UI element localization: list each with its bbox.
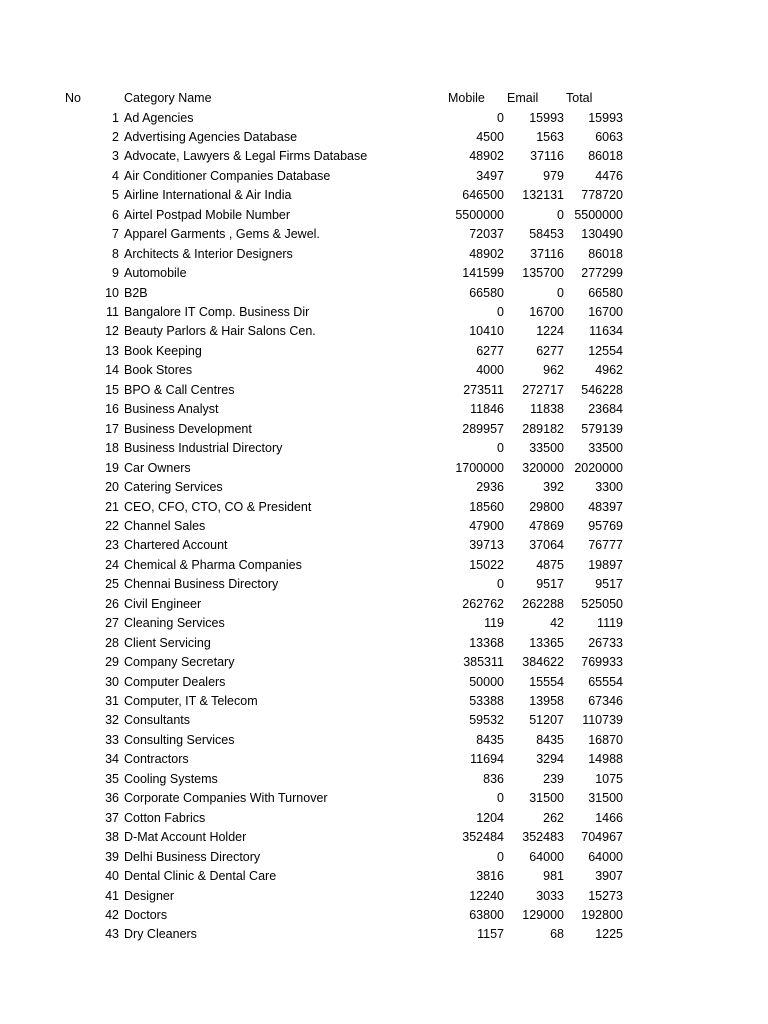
email-count: 33500 (529, 441, 564, 456)
mobile-count: 1157 (477, 927, 504, 942)
table-row (0, 634, 768, 654)
mobile-count: 0 (497, 791, 504, 806)
email-count: 0 (557, 285, 564, 300)
total-count: 525050 (581, 596, 623, 611)
category-name: Advocate, Lawyers & Legal Firms Database (124, 149, 368, 164)
table-row (0, 789, 768, 809)
category-name: Dry Cleaners (124, 927, 197, 942)
email-count: 9517 (536, 577, 564, 592)
table-row (0, 750, 768, 770)
row-number: 13 (105, 343, 119, 358)
total-count: 704967 (581, 830, 623, 845)
table-row (0, 478, 768, 498)
total-count: 4962 (595, 363, 623, 378)
email-count: 29800 (529, 499, 564, 514)
table-row (0, 439, 768, 459)
mobile-count: 3497 (476, 168, 504, 183)
row-number: 37 (105, 810, 119, 825)
mobile-count: 11846 (470, 402, 504, 417)
email-count: 262 (543, 810, 564, 825)
category-name: Channel Sales (124, 518, 206, 533)
category-name: Advertising Agencies Database (124, 129, 298, 144)
total-count: 76777 (588, 538, 623, 553)
mobile-count: 0 (497, 849, 504, 864)
email-count: 37116 (530, 246, 564, 261)
total-count: 5500000 (574, 207, 623, 222)
email-count: 262288 (522, 596, 564, 611)
row-number: 19 (105, 460, 119, 475)
table-row (0, 109, 768, 129)
total-count: 1466 (595, 810, 623, 825)
mobile-count: 66580 (469, 285, 504, 300)
category-name: BPO & Call Centres (124, 382, 235, 397)
total-count: 26733 (588, 635, 623, 650)
row-number: 38 (105, 830, 119, 845)
mobile-count: 0 (497, 305, 504, 319)
table-row (0, 595, 768, 615)
table-row (0, 770, 768, 790)
email-count: 11838 (530, 402, 564, 417)
table-row (0, 284, 768, 304)
mobile-count: 4000 (476, 363, 504, 378)
email-count: 3294 (536, 752, 564, 767)
row-number: 10 (105, 285, 119, 300)
mobile-count: 18560 (469, 499, 504, 514)
email-count: 64000 (529, 849, 564, 864)
email-count: 392 (543, 480, 564, 495)
category-name: Computer Dealers (124, 674, 226, 689)
email-count: 4875 (536, 557, 564, 572)
table-row (0, 498, 768, 518)
table-row (0, 245, 768, 265)
row-number: 1 (112, 110, 119, 125)
category-name: Chartered Account (124, 538, 228, 553)
mobile-count: 141599 (462, 266, 504, 281)
total-count: 31500 (588, 791, 623, 806)
table-row (0, 711, 768, 731)
category-name: Cotton Fabrics (124, 810, 206, 825)
mobile-count: 48902 (469, 149, 504, 164)
category-name: Company Secretary (124, 655, 235, 670)
category-name: Designer (124, 888, 175, 903)
category-name: Consultants (124, 713, 191, 728)
total-count: 15273 (588, 888, 623, 903)
category-name: Architects & Interior Designers (124, 246, 293, 261)
row-number: 4 (112, 168, 119, 183)
category-name: Beauty Parlors & Hair Salons Cen. (124, 324, 316, 339)
total-count: 86018 (588, 246, 623, 261)
category-name: Automobile (124, 266, 187, 281)
table-row (0, 303, 768, 323)
mobile-count: 15022 (469, 557, 504, 572)
row-number: 11 (106, 305, 119, 319)
category-name: Computer, IT & Telecom (124, 694, 258, 708)
category-name: Contractors (124, 752, 189, 767)
category-name: Delhi Business Directory (124, 849, 261, 864)
row-number: 42 (105, 907, 119, 922)
table-row (0, 128, 768, 148)
row-number: 16 (105, 402, 119, 417)
table-row (0, 147, 768, 167)
category-name: Bangalore IT Comp. Business Dir (124, 305, 310, 319)
mobile-count: 1700000 (455, 460, 504, 475)
email-count: 68 (550, 927, 564, 942)
email-count: 51207 (529, 713, 564, 728)
category-name: Apparel Garments , Gems & Jewel. (124, 227, 320, 242)
mobile-count: 836 (483, 771, 504, 786)
total-count: 64000 (588, 849, 623, 864)
row-number: 6 (112, 207, 119, 222)
mobile-count: 0 (497, 441, 504, 456)
category-name: Car Owners (124, 460, 191, 475)
row-number: 5 (112, 188, 119, 203)
table-row (0, 167, 768, 187)
email-count: 289182 (522, 421, 564, 436)
email-count: 962 (543, 363, 564, 378)
mobile-count: 72037 (469, 227, 504, 242)
category-name: Chennai Business Directory (124, 577, 279, 592)
email-count: 132131 (522, 188, 564, 203)
row-number: 27 (105, 616, 119, 631)
table-row (0, 925, 768, 945)
table-row (0, 264, 768, 284)
email-count: 3033 (536, 888, 564, 903)
table-row (0, 887, 768, 907)
table-row (0, 459, 768, 479)
mobile-count: 262762 (462, 596, 504, 611)
table-row (0, 575, 768, 595)
total-count: 130490 (581, 227, 623, 242)
category-name: D-Mat Account Holder (124, 830, 247, 845)
email-count: 0 (557, 207, 564, 222)
total-count: 6063 (595, 129, 623, 144)
total-count: 1075 (595, 771, 623, 786)
category-name: B2B (124, 285, 148, 300)
total-count: 12554 (588, 343, 623, 358)
table-row (0, 206, 768, 226)
table-row (0, 906, 768, 926)
category-name: Airline International & Air India (124, 188, 292, 203)
row-number: 18 (105, 441, 119, 456)
total-count: 95769 (588, 518, 623, 533)
total-count: 23684 (588, 402, 623, 417)
row-number: 8 (112, 246, 119, 261)
row-number: 23 (105, 538, 119, 553)
email-count: 352483 (522, 830, 564, 845)
total-count: 546228 (581, 382, 623, 397)
row-number: 39 (105, 849, 119, 864)
header-no: No (65, 91, 81, 105)
email-count: 135700 (522, 266, 564, 281)
email-count: 31500 (529, 791, 564, 806)
email-count: 981 (543, 869, 564, 884)
row-number: 22 (105, 518, 119, 533)
category-name: Airtel Postpad Mobile Number (124, 207, 291, 222)
email-count: 129000 (522, 907, 564, 922)
category-name: Doctors (124, 907, 168, 922)
total-count: 3907 (595, 869, 623, 884)
header-total: Total (566, 91, 593, 105)
header-email: Email (507, 91, 539, 105)
category-name: Business Industrial Directory (124, 441, 283, 456)
mobile-count: 10410 (469, 324, 504, 339)
table-row (0, 809, 768, 829)
table-row (0, 342, 768, 362)
category-name: Civil Engineer (124, 596, 202, 611)
mobile-count: 47900 (469, 518, 504, 533)
header-row (0, 89, 768, 109)
total-count: 19897 (588, 557, 623, 572)
email-count: 15993 (529, 110, 564, 125)
mobile-count: 289957 (462, 421, 504, 436)
email-count: 6277 (536, 343, 564, 358)
table-row (0, 653, 768, 673)
row-number: 34 (105, 752, 119, 767)
row-number: 32 (105, 713, 119, 728)
row-number: 43 (105, 927, 119, 942)
table-row (0, 225, 768, 245)
mobile-count: 646500 (462, 188, 504, 203)
row-number: 31 (105, 694, 119, 708)
header-category: Category Name (124, 91, 212, 105)
mobile-count: 8435 (476, 732, 504, 747)
total-count: 110739 (582, 713, 623, 728)
category-name: Cleaning Services (124, 616, 225, 631)
mobile-count: 2936 (476, 480, 504, 495)
row-number: 7 (112, 227, 119, 242)
email-count: 1224 (536, 324, 564, 339)
total-count: 86018 (588, 149, 623, 164)
total-count: 4476 (595, 168, 623, 183)
mobile-count: 11694 (470, 752, 504, 767)
category-name: Consulting Services (124, 732, 235, 747)
total-count: 1225 (595, 927, 623, 942)
table-row (0, 673, 768, 693)
table-row (0, 867, 768, 887)
mobile-count: 1204 (476, 810, 504, 825)
row-number: 9 (112, 266, 119, 281)
mobile-count: 0 (497, 577, 504, 592)
total-count: 48397 (588, 499, 623, 514)
table-row (0, 381, 768, 401)
email-count: 16700 (529, 305, 564, 319)
table-row (0, 517, 768, 537)
total-count: 192800 (581, 907, 623, 922)
total-count: 33500 (588, 441, 623, 456)
mobile-count: 48902 (469, 246, 504, 261)
table-row (0, 322, 768, 342)
mobile-count: 119 (484, 616, 504, 631)
email-count: 13958 (529, 694, 564, 708)
email-count: 37116 (530, 149, 564, 164)
row-number: 3 (112, 149, 119, 164)
mobile-count: 53388 (469, 694, 504, 708)
mobile-count: 352484 (462, 830, 504, 845)
row-number: 15 (105, 382, 119, 397)
table-row (0, 186, 768, 206)
row-number: 21 (105, 499, 119, 514)
table-row (0, 731, 768, 751)
total-count: 65554 (588, 674, 623, 689)
email-count: 239 (543, 771, 564, 786)
mobile-count: 59532 (469, 713, 504, 728)
header-mobile: Mobile (448, 91, 485, 105)
category-name: Dental Clinic & Dental Care (124, 869, 277, 884)
email-count: 272717 (522, 382, 564, 397)
email-count: 979 (543, 168, 564, 183)
email-count: 8435 (536, 732, 564, 747)
row-number: 30 (105, 674, 119, 689)
row-number: 26 (105, 596, 119, 611)
row-number: 24 (105, 557, 119, 572)
table-row (0, 400, 768, 420)
mobile-count: 6277 (476, 343, 504, 358)
total-count: 67346 (588, 694, 623, 708)
email-count: 15554 (529, 674, 564, 689)
category-name: Chemical & Pharma Companies (124, 557, 302, 572)
category-name: CEO, CFO, CTO, CO & President (124, 499, 312, 514)
category-name: Client Servicing (124, 635, 211, 650)
row-number: 29 (105, 655, 119, 670)
category-name: Business Analyst (124, 402, 219, 417)
mobile-count: 63800 (469, 907, 504, 922)
mobile-count: 12240 (469, 888, 504, 903)
row-number: 12 (105, 324, 119, 339)
category-name: Corporate Companies With Turnover (124, 791, 328, 806)
total-count: 579139 (581, 421, 623, 436)
total-count: 9517 (595, 577, 623, 592)
email-count: 58453 (529, 227, 564, 242)
email-count: 13365 (529, 635, 564, 650)
email-count: 37064 (529, 538, 564, 553)
row-number: 41 (105, 888, 119, 903)
category-name: Cooling Systems (124, 771, 218, 786)
mobile-count: 13368 (469, 635, 504, 650)
row-number: 35 (105, 771, 119, 786)
table-row (0, 361, 768, 381)
row-number: 2 (112, 129, 119, 144)
total-count: 3300 (595, 480, 623, 495)
table-row (0, 420, 768, 440)
mobile-count: 4500 (476, 129, 504, 144)
total-count: 769933 (581, 655, 623, 670)
total-count: 2020000 (574, 460, 623, 475)
table-row (0, 536, 768, 556)
email-count: 1563 (536, 129, 564, 144)
table-row (0, 556, 768, 576)
category-name: Book Stores (124, 363, 193, 378)
category-name: Catering Services (124, 480, 223, 495)
email-count: 384622 (522, 655, 564, 670)
total-count: 66580 (588, 285, 623, 300)
table-row (0, 828, 768, 848)
row-number: 17 (105, 421, 119, 436)
total-count: 15993 (588, 110, 623, 125)
total-count: 1119 (597, 616, 623, 631)
category-name: Business Development (124, 421, 252, 436)
mobile-count: 5500000 (455, 207, 504, 222)
mobile-count: 3816 (476, 869, 504, 884)
total-count: 778720 (581, 188, 623, 203)
row-number: 20 (105, 480, 119, 495)
table-row (0, 614, 768, 634)
category-name: Book Keeping (124, 343, 202, 358)
row-number: 28 (105, 635, 119, 650)
total-count: 11634 (589, 324, 623, 339)
email-count: 320000 (522, 460, 564, 475)
category-name: Air Conditioner Companies Database (124, 168, 331, 183)
category-name: Ad Agencies (124, 110, 194, 125)
email-count: 47869 (529, 518, 564, 533)
table-row (0, 848, 768, 868)
row-number: 36 (105, 791, 119, 806)
mobile-count: 39713 (469, 538, 504, 553)
mobile-count: 273511 (463, 382, 504, 397)
mobile-count: 50000 (469, 674, 504, 689)
row-number: 40 (105, 869, 119, 884)
row-number: 25 (105, 577, 119, 592)
mobile-count: 385311 (463, 655, 504, 670)
total-count: 16700 (588, 305, 623, 319)
email-count: 42 (550, 616, 564, 631)
table-row (0, 692, 768, 712)
total-count: 14988 (588, 752, 623, 767)
row-number: 33 (105, 732, 119, 747)
mobile-count: 0 (497, 110, 504, 125)
total-count: 277299 (581, 266, 623, 281)
total-count: 16870 (588, 732, 623, 747)
row-number: 14 (105, 363, 119, 378)
